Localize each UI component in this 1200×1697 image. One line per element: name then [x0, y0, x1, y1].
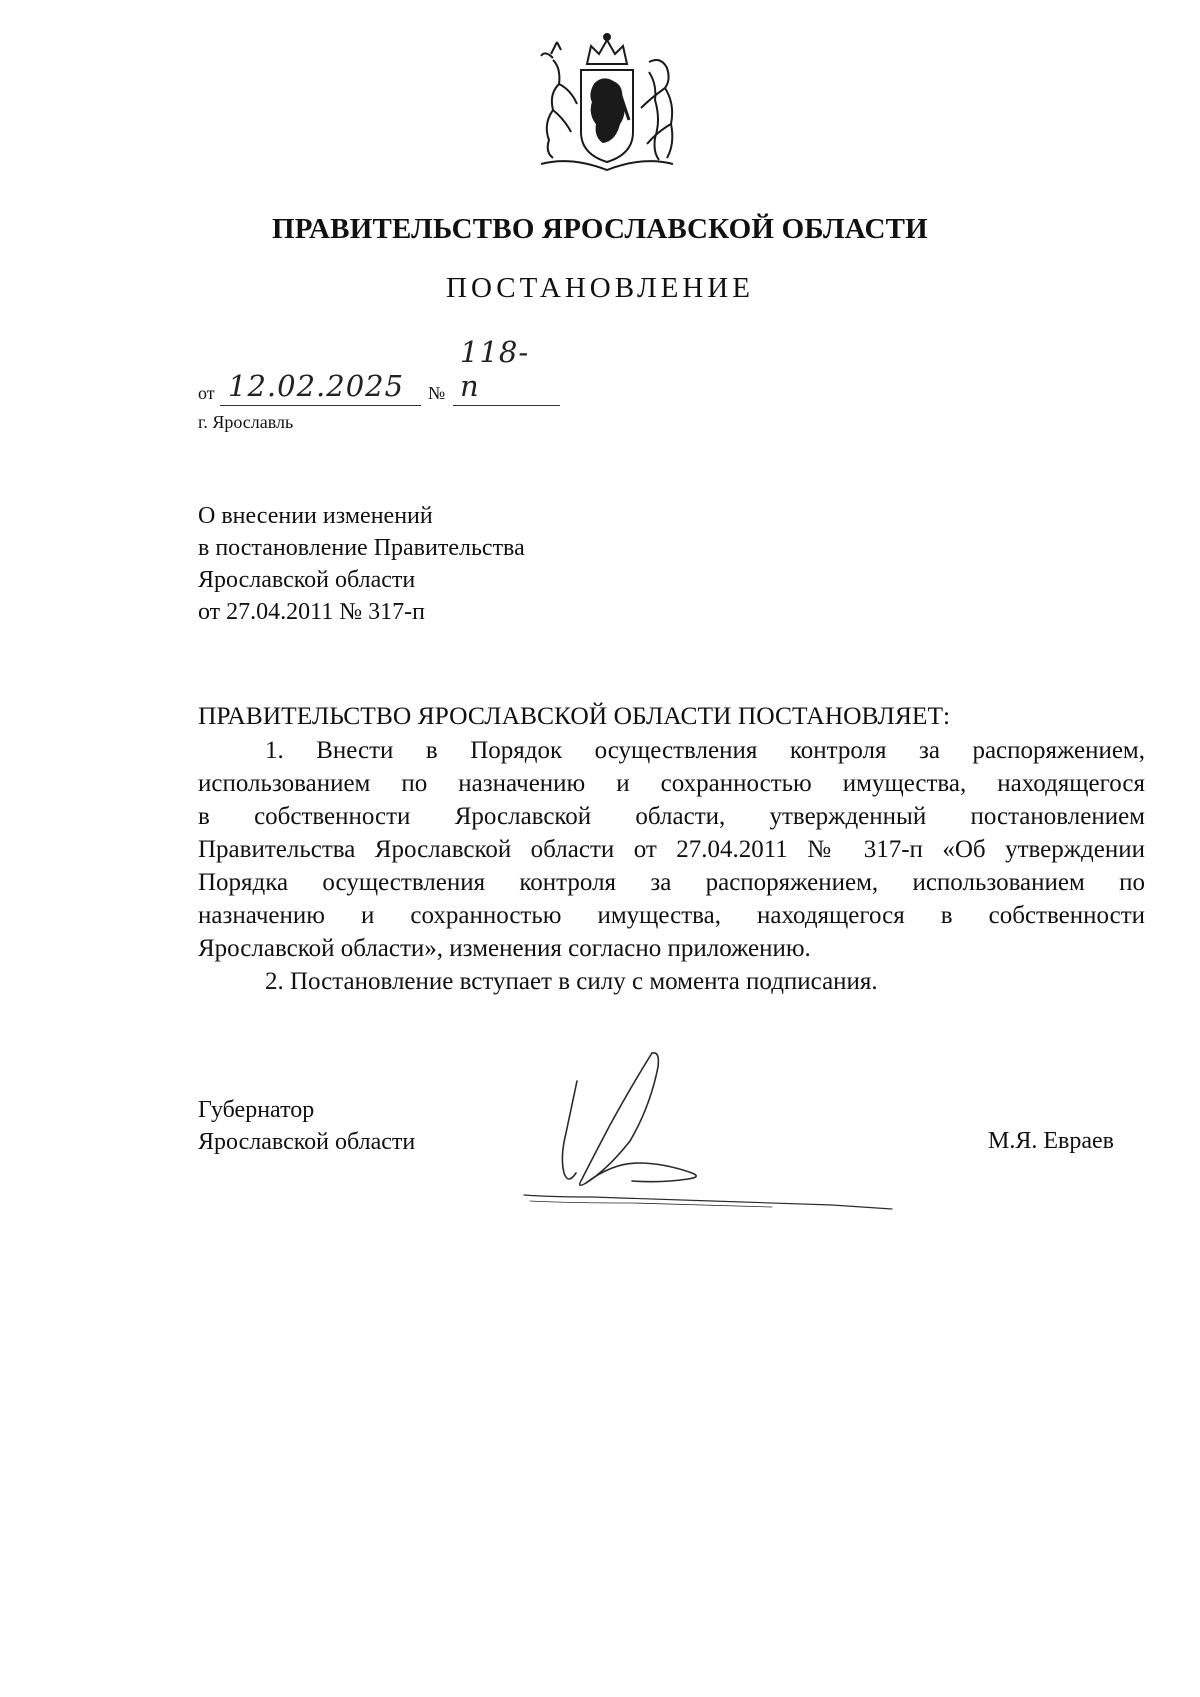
- body-line: 2. Постановление вступает в силу с момента подписания.: [265, 968, 878, 995]
- org-title: ПРАВИТЕЛЬСТВО ЯРОСЛАВСКОЙ ОБЛАСТИ: [272, 213, 928, 245]
- position-line: Губернатор: [198, 1097, 315, 1123]
- body-line: Порядка осуществления контроля за распоряжением, использованием по: [198, 869, 1145, 896]
- city: г. Ярославль: [198, 412, 294, 432]
- body-line: Ярославской области», изменения согласно приложению.: [198, 935, 811, 962]
- number-prefix: №: [428, 383, 446, 403]
- subject-line: О внесении изменений: [198, 503, 433, 529]
- handwritten-signature-icon: [512, 1045, 912, 1220]
- body-line: Правительства Ярославской области от 27.04.2011 № 317-п «Об утверждении: [198, 836, 1145, 863]
- signer-name: М.Я. Евраев: [988, 1128, 1114, 1154]
- body-text: [198, 734, 1145, 998]
- position-line: Ярославской области: [198, 1129, 416, 1155]
- document-type: ПОСТАНОВЛЕНИЕ: [446, 272, 754, 304]
- number-underline: [453, 405, 560, 406]
- body-line: 1. Внести в Порядок осуществления контроля за распоряжением,: [265, 737, 1145, 764]
- coat-of-arms-icon: [531, 28, 683, 178]
- date-prefix: от: [198, 383, 215, 403]
- body-line: использованием по назначению и сохранностью имущества, находящегося: [198, 770, 1145, 797]
- subject-line: в постановление Правительства: [198, 535, 525, 561]
- number-value: 118-п: [460, 335, 530, 403]
- subject-line: от 27.04.2011 № 317-п: [198, 599, 426, 625]
- signatory-position: [198, 1094, 415, 1158]
- subject-block: [198, 500, 798, 628]
- date-value: 12.02.2025: [228, 369, 405, 403]
- body-line: в собственности Ярославской области, утвержденный постановлением: [198, 803, 1145, 830]
- body-line: назначению и сохранностью имущества, находящегося в собственности: [198, 902, 1145, 929]
- subject-line: Ярославской области: [198, 567, 416, 593]
- preamble: ПРАВИТЕЛЬСТВО ЯРОСЛАВСКОЙ ОБЛАСТИ ПОСТАНОВЛЯЕТ:: [198, 701, 951, 730]
- date-underline: [220, 405, 421, 406]
